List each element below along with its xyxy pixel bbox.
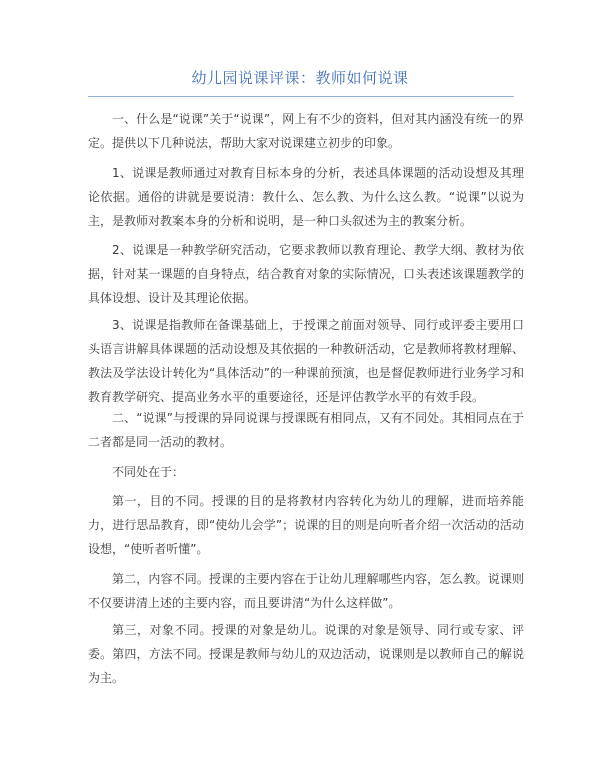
title-underline-divider [88,96,514,97]
paragraph-similarities: 二、“说课”与授课的异同说课与授课既有相同点，又有不同处。其相同点在于二者都是同一活动的教材。 [88,411,524,449]
paragraph-difference-audience-method: 第三，对象不同。授课的对象是幼儿。说课的对象是领导、同行或专家、评委。第四，方法不同。授课是教师与幼儿的双边活动，说课则是以教师自己的解说为主。 [88,623,524,685]
paragraph-definition-1: 1、说课是教师通过对教育目标本身的分析，表述具体课题的活动设想及其理论依据。通俗的讲就是要说清：教什么、怎么教、为什么这么教。“说课”以说为主，是教师对教案本身的分析和说明，是一种口头叙述为主的教案分析。 [88,166,524,228]
paragraph-definition-2: 2、说课是一种教学研究活动，它要求教师以教育理论、教学大纲、教材为依据，针对某一课题的自身特点，结合教育对象的实际情况，口头表述该课题教学的具体设想、设计及其理论依据。 [88,243,524,305]
paragraph-differences-intro: 不同处在于： [112,465,185,479]
paragraph-definition-3: 3、说课是指教师在备课基础上，于授课之前面对领导、同行或评委主要用口头语言讲解具体课题的活动设想及其依据的一种教研活动，它是教师将教材理解、教法及学法设计转化为“具体活动”的一种课前预演，也是督促教师进行业务学习和教育教学研究、提高业务水平的重要途径，还是评估教学水平的有效手段。 [88,318,524,404]
paragraph-difference-purpose: 第一，目的不同。授课的目的是将教材内容转化为幼儿的理解，进而培养能力，进行思品教育，即“使幼儿会学”；说课的目的则是向听者介绍一次活动的活动设想，“使听者听懂”。 [88,494,524,556]
document-title: 幼儿园说课评课：教师如何说课 [191,69,409,87]
paragraph-difference-content: 第二，内容不同。授课的主要内容在于让幼儿理解哪些内容，怎么教。说课则不仅要讲清上述的主要内容，而且要讲清“为什么这样做”。 [88,572,524,610]
paragraph-what-is-lecture: 一、什么是“说课”关于“说课”，网上有不少的资料，但对其内涵没有统一的界定。提供以下几种说法，帮助大家对说课建立初步的印象。 [88,112,524,150]
